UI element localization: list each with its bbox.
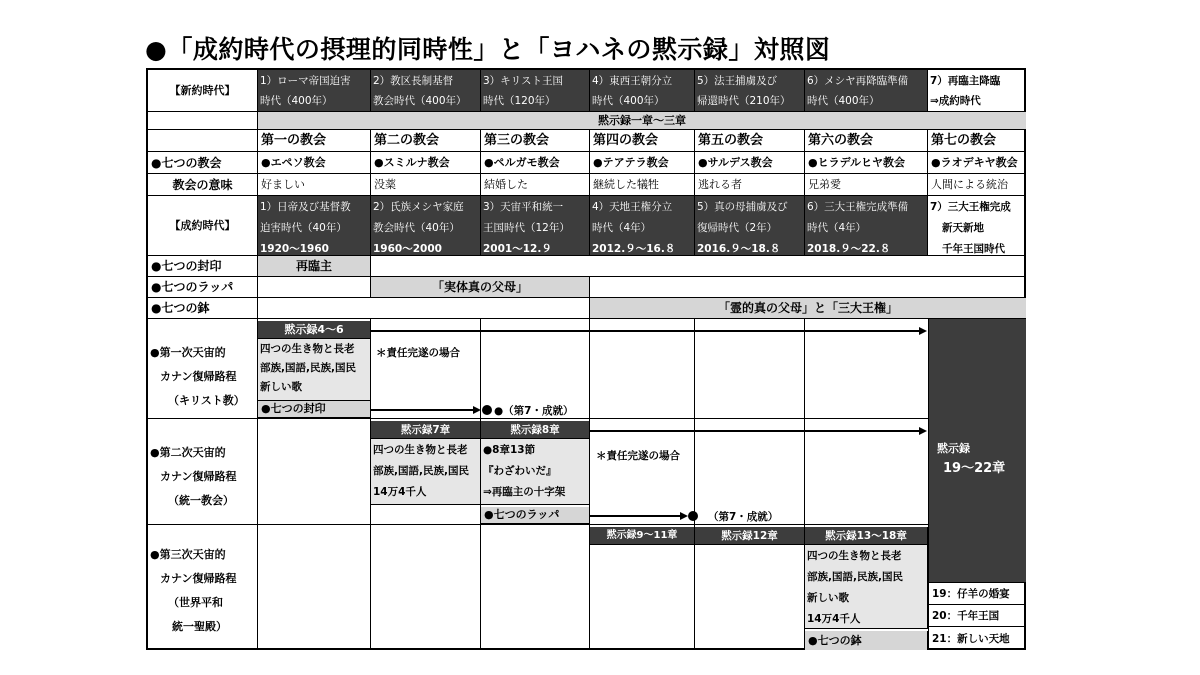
seals-empty xyxy=(371,256,1026,277)
church-header-7: 第七の教会 xyxy=(928,130,1026,152)
course2-trumpet-tag: ●七つのラッパ xyxy=(481,507,590,524)
course1-rev-ref: 黙示録4～6 xyxy=(258,321,371,339)
course1-seal-line xyxy=(371,409,473,411)
church-meaning-7: 人間による統治 xyxy=(928,174,1026,196)
course3-rev-ref-b: 黙示録12章 xyxy=(695,527,805,545)
nt-period-5: 5）法王捕虜及び 帰還時代（210年） xyxy=(695,70,805,112)
course2-note: ＊責任完遂の場合 xyxy=(596,450,680,462)
trumpets-bar: 「実体真の父母」 xyxy=(371,277,590,298)
ct-period-6: 6）三大王権完成準備 時代（4年） 2018.９～22.８ xyxy=(805,196,928,256)
grid-line xyxy=(694,319,695,650)
church-name-5: ●サルデス教会 xyxy=(695,152,805,174)
nt-period-1: 1）ローマ帝国迫害 時代（400年） xyxy=(258,70,371,112)
church-meaning-3: 結婚した xyxy=(481,174,590,196)
church-header-3: 第三の教会 xyxy=(481,130,590,152)
ct-period-7: 7）三大王権完成 新天新地 千年王国時代 xyxy=(928,196,1026,256)
ct-period-3: 3）天宙平和統一 王国時代（12年） 2001～12.９ xyxy=(481,196,590,256)
course3-bowl-tag: ●七つの鉢 xyxy=(805,631,928,650)
course1-arrow-head xyxy=(919,327,927,335)
church-meaning-6: 兄弟愛 xyxy=(805,174,928,196)
church-header-5: 第五の教会 xyxy=(695,130,805,152)
church-header-6: 第六の教会 xyxy=(805,130,928,152)
trumpets-label: ●七つのラッパ xyxy=(148,277,258,298)
trumpets-empty-2 xyxy=(590,277,1026,298)
course2-content-b: ●8章13節 『わざわいだ』 ⇒再臨主の十字架 xyxy=(481,439,590,505)
course2-rev-ref-b: 黙示録8章 xyxy=(481,421,590,439)
church-name-1: ●エペソ教会 xyxy=(258,152,371,174)
nt-period-3: 3）キリスト王国 時代（120年） xyxy=(481,70,590,112)
course1-result-dot xyxy=(482,405,492,415)
course1-seal-tag: ●七つの封印 xyxy=(258,401,371,418)
church-header-blank xyxy=(148,130,258,152)
final-item-21: 21：新しい天地 xyxy=(928,627,1026,650)
rev-1-3-blank xyxy=(148,112,258,130)
final-item-19: 19：仔羊の婚宴 xyxy=(928,583,1026,605)
course2-result: （第7・成就） xyxy=(708,511,779,523)
course3-content: 四つの生き物と長老 部族,国語,民族,国民 新しい歌 14万4千人 xyxy=(805,545,928,629)
page-title: ●「成約時代の摂理的同時性」と「ヨハネの黙示録」対照図 xyxy=(145,35,831,64)
comparison-table xyxy=(146,68,1026,650)
church-header-1: 第一の教会 xyxy=(258,130,371,152)
completed-testament-label: 【成約時代】 xyxy=(148,196,258,256)
ct-period-5: 5）真の母捕虜及び 復帰時代（2年） 2016.９～18.８ xyxy=(695,196,805,256)
church-header-2: 第二の教会 xyxy=(371,130,481,152)
nt-period-4: 4）東西王朝分立 時代（400年） xyxy=(590,70,695,112)
ct-period-1: 1）日帝及び基督教 迫害時代（40年） 1920～1960 xyxy=(258,196,371,256)
church-name-2: ●スミルナ教会 xyxy=(371,152,481,174)
nt-period-7: 7）再臨主降臨 ⇒成約時代 xyxy=(928,70,1026,112)
ct-period-2: 2）氏族メシヤ家庭 教会時代（40年） 1960～2000 xyxy=(371,196,481,256)
course2-trumpet-head xyxy=(680,512,688,520)
church-meaning-4: 継続した犠牲 xyxy=(590,174,695,196)
course2-label: ●第二次天宙的 カナン復帰路程 （統一教会） xyxy=(148,419,258,525)
church-name-4: ●テアテラ教会 xyxy=(590,152,695,174)
church-meaning-label: 教会の意味 xyxy=(148,174,258,196)
final-rev-block: 黙示録 19～22章 xyxy=(928,319,1026,583)
seven-churches-label: ●七つの教会 xyxy=(148,152,258,174)
church-name-7: ●ラオデキヤ教会 xyxy=(928,152,1026,174)
seals-bar: 再臨主 xyxy=(258,256,371,277)
course1-seal-head xyxy=(473,406,481,414)
grid-line xyxy=(258,524,928,525)
nt-period-6: 6）メシヤ再降臨準備 時代（400年） xyxy=(805,70,928,112)
church-meaning-2: 没薬 xyxy=(371,174,481,196)
seals-label: ●七つの封印 xyxy=(148,256,258,277)
final-item-20: 20：千年王国 xyxy=(928,605,1026,627)
course3-rev-ref-c: 黙示録13～18章 xyxy=(805,527,928,545)
course1-content: 四つの生き物と長老 部族,国語,民族,国民 新しい歌 xyxy=(258,339,371,401)
church-header-4: 第四の教会 xyxy=(590,130,695,152)
course2-content-a: 四つの生き物と長老 部族,国語,民族,国民 14万4千人 xyxy=(371,439,481,505)
course1-result: ●（第7・成就） xyxy=(494,405,574,417)
course3-label: ●第三次天宙的 カナン復帰路程 （世界平和 統一聖殿） xyxy=(148,525,258,650)
course2-result-dot xyxy=(688,511,698,521)
church-name-3: ●ペルガモ教会 xyxy=(481,152,590,174)
course2-arrow-line xyxy=(590,430,919,432)
trumpets-empty-1 xyxy=(258,277,371,298)
bowls-empty xyxy=(258,298,590,319)
grid-line xyxy=(258,418,928,419)
church-name-6: ●ヒラデルヒヤ教会 xyxy=(805,152,928,174)
ct-period-4: 4）天地王権分立 時代（4年） 2012.９～16.８ xyxy=(590,196,695,256)
new-testament-label: 【新約時代】 xyxy=(148,70,258,112)
rev-1-3-bar: 黙示録一章～三章 xyxy=(258,112,1026,130)
course2-rev-ref-a: 黙示録7章 xyxy=(371,421,481,439)
bowls-label: ●七つの鉢 xyxy=(148,298,258,319)
nt-period-2: 2）教区長制基督 教会時代（400年） xyxy=(371,70,481,112)
church-meaning-5: 逃れる者 xyxy=(695,174,805,196)
course2-arrow-head xyxy=(919,427,927,435)
church-meaning-1: 好ましい xyxy=(258,174,371,196)
course1-arrow-line xyxy=(371,330,919,332)
course3-rev-ref-a: 黙示録9～11章 xyxy=(590,527,695,545)
course1-label: ●第一次天宙的 カナン復帰路程 （キリスト教） xyxy=(148,319,258,419)
course2-trumpet-line xyxy=(590,515,680,517)
bowls-bar: 「霊的真の父母」と「三大王権」 xyxy=(590,298,1026,319)
course1-note: ＊責任完遂の場合 xyxy=(376,347,460,359)
